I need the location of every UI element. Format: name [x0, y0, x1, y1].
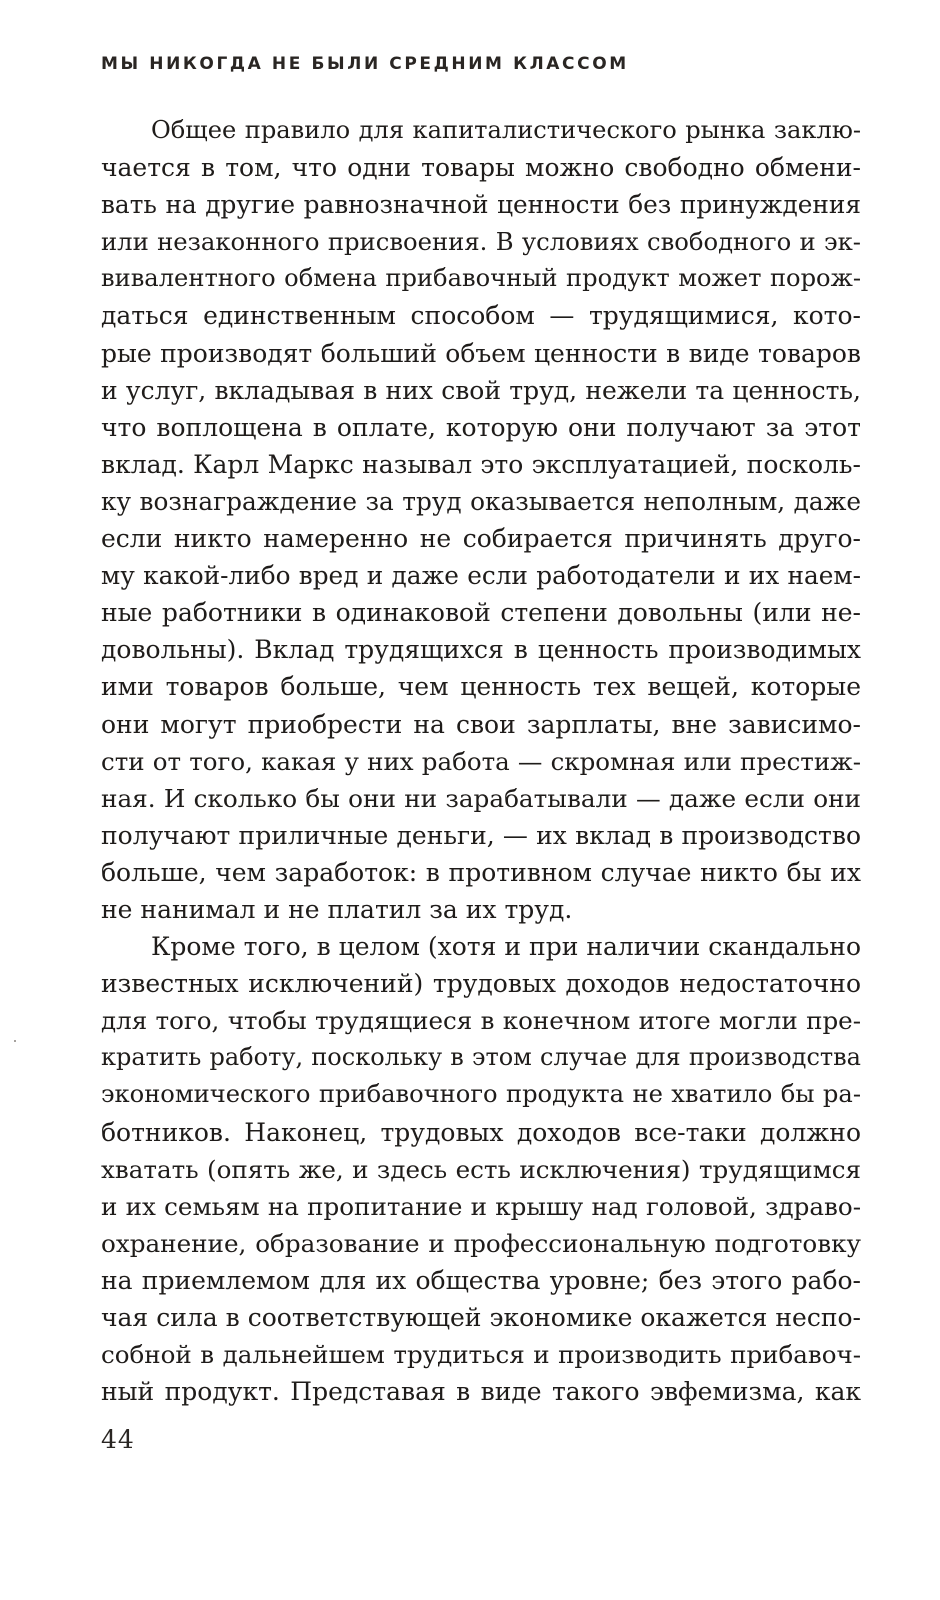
text-line: чая сила в соответствующей экономике окажется неспо- — [101, 1303, 861, 1332]
text-line: что воплощена в оплате, которую они получают за этот — [101, 412, 861, 442]
text-line: кратить работу, поскольку в этом случае для производства — [101, 1043, 861, 1072]
text-line: вивалентного обмена прибавочный продукт может порож- — [101, 264, 861, 293]
text-line: ботников. Наконец, трудовых доходов все-таки должно — [101, 1117, 861, 1147]
text-line: или незаконного присвоения. В условиях свободного и эк- — [101, 227, 861, 257]
text-line: хватать (опять же, и здесь есть исключения) трудящимся — [101, 1154, 861, 1184]
text-line: не нанимал и не платил за их труд. — [101, 894, 573, 924]
text-line: охранение, образование и профессиональную подготовку — [101, 1228, 861, 1258]
text-line: ный продукт. Представая в виде такого эвфемизма, как — [101, 1377, 861, 1407]
text-line: Кроме того, в целом (хотя и при наличии скандально — [151, 932, 861, 962]
text-line: если никто намеренно не собирается причинять друго- — [101, 524, 861, 554]
text-line: довольны). Вклад трудящихся в ценность производимых — [101, 635, 861, 665]
text-line: для того, чтобы трудящиеся в конечном итоге могли пре- — [101, 1006, 861, 1036]
text-line: ими товаров больше, чем ценность тех вещей, которые — [101, 672, 861, 702]
text-line: даться единственным способом — трудящимися, кото- — [101, 301, 861, 331]
text-line: Общее правило для капиталистического рынка заклю- — [151, 116, 861, 144]
text-line: на приемлемом для их общества уровне; без этого рабо- — [101, 1265, 861, 1295]
text-line: вать на другие равнозначной ценности без принуждения — [101, 190, 861, 220]
paragraph-2 — [101, 928, 861, 1410]
text-line: и услуг, вкладывая в них свой труд, нежели та ценность, — [101, 375, 861, 405]
text-line: ные работники в одинаковой степени довольны (или не- — [101, 598, 861, 628]
text-line: известных исключений) трудовых доходов недостаточно — [101, 969, 861, 999]
body-text — [101, 112, 861, 1410]
scan-speck — [14, 1040, 16, 1042]
page-number: 44 — [101, 1425, 135, 1454]
paragraph-1 — [101, 112, 861, 928]
text-line: вклад. Карл Маркс называл это эксплуатацией, посколь- — [101, 449, 861, 479]
text-line: собной в дальнейшем трудиться и производить прибавоч- — [101, 1340, 861, 1370]
text-line: они могут приобрести на свои зарплаты, вне зависимо- — [101, 709, 861, 739]
text-line: и их семьям на пропитание и крышу над головой, здраво- — [101, 1191, 861, 1221]
text-line: ку вознаграждение за труд оказывается неполным, даже — [101, 486, 861, 516]
text-line: чается в том, что одни товары можно свободно обмени- — [101, 153, 861, 183]
text-line: больше, чем заработок: в противном случае никто бы их — [101, 857, 861, 887]
text-line: получают приличные деньги, — их вклад в производство — [101, 820, 861, 850]
text-line: сти от того, какая у них работа — скромная или престиж- — [101, 746, 861, 776]
text-line: му какой-либо вред и даже если работодатели и их наем- — [101, 561, 861, 591]
running-head: МЫ НИКОГДА НЕ БЫЛИ СРЕДНИМ КЛАССОМ — [101, 54, 629, 74]
text-line: ная. И сколько бы они ни зарабатывали — даже если они — [101, 783, 861, 813]
text-line: рые производят больший объем ценности в виде товаров — [101, 338, 861, 368]
text-line: экономического прибавочного продукта не хватило бы ра- — [101, 1080, 861, 1109]
